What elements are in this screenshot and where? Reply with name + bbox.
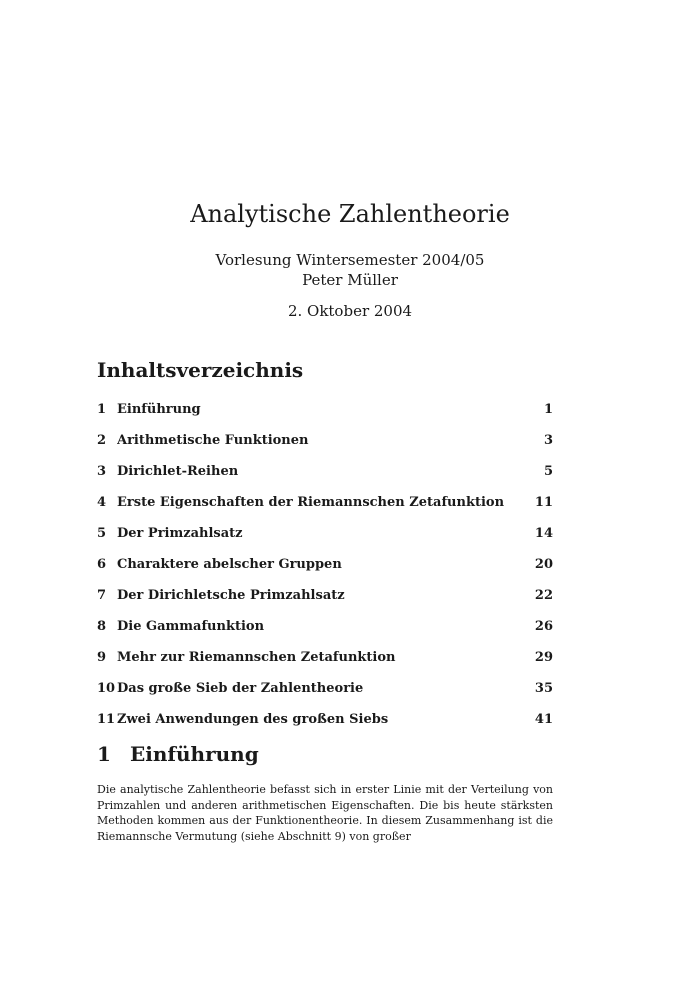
toc-entry-page: 41 xyxy=(534,712,553,727)
section-title: Einführung xyxy=(130,742,259,766)
section-body-text: Die analytische Zahlentheorie befasst sich in erster Linie mit der Verteilung von Primzahlen und anderen arithmetischen Eigenschaften. Die bis heute stärksten Methoden kommen aus der Funktionentheorie. In diesem Zusammenhang ist die Riemannsche Vermutung (siehe Abschnitt 9) von großer xyxy=(97,783,553,843)
toc-entry-number: 10 xyxy=(97,681,116,696)
toc-entry-page: 20 xyxy=(534,557,553,572)
lecture-info: Vorlesung Wintersemester 2004/05 xyxy=(215,251,485,269)
toc-entry-title: Der Dirichletsche Primzahlsatz xyxy=(117,588,345,603)
toc-entry-title: Einführung xyxy=(117,402,201,417)
toc-entry[interactable] xyxy=(97,704,553,735)
toc-entry-number: 2 xyxy=(97,433,107,448)
toc-entry-page: 5 xyxy=(543,464,553,479)
toc-entry-page: 29 xyxy=(534,650,553,665)
toc-entry-title: Mehr zur Riemannschen Zetafunktion xyxy=(117,650,396,665)
toc-entry-title: Das große Sieb der Zahlentheorie xyxy=(117,681,364,696)
toc-entry-number: 4 xyxy=(97,495,107,510)
toc-entry[interactable] xyxy=(97,549,553,580)
toc-entry-title: Der Primzahlsatz xyxy=(117,526,243,541)
toc-entry-number: 11 xyxy=(97,712,116,727)
toc-entry-number: 6 xyxy=(97,557,107,572)
toc-entry[interactable] xyxy=(97,518,553,549)
toc-entry[interactable] xyxy=(97,487,553,518)
author-name: Peter Müller xyxy=(302,271,398,289)
toc-entry-title: Charaktere abelscher Gruppen xyxy=(117,557,342,572)
section-number: 1 xyxy=(97,742,111,766)
toc-entry-title: Dirichlet-Reihen xyxy=(117,464,239,479)
toc-entry-title: Zwei Anwendungen des großen Siebs xyxy=(117,712,389,727)
toc-entry[interactable] xyxy=(97,580,553,611)
toc-entry-number: 7 xyxy=(97,588,107,603)
toc-entry[interactable] xyxy=(97,456,553,487)
toc-entry-page: 35 xyxy=(534,681,553,696)
toc-entry[interactable] xyxy=(97,425,553,456)
toc-entry-page: 11 xyxy=(534,495,553,510)
toc-entry-page: 3 xyxy=(543,433,553,448)
toc-entry-title: Erste Eigenschaften der Riemannschen Zetafunktion xyxy=(117,495,505,510)
toc-entry-number: 9 xyxy=(97,650,107,665)
toc-entry[interactable] xyxy=(97,673,553,704)
toc-entry[interactable] xyxy=(97,394,553,425)
toc-entry-number: 3 xyxy=(97,464,107,479)
toc-entry-number: 8 xyxy=(97,619,107,634)
toc-entry-number: 5 xyxy=(97,526,107,541)
toc-heading: Inhaltsverzeichnis xyxy=(97,358,304,382)
document-subtitle xyxy=(0,250,700,290)
toc-entry-number: 1 xyxy=(97,402,107,417)
toc-entry[interactable] xyxy=(97,611,553,642)
document-title: Analytische Zahlentheorie xyxy=(190,200,510,228)
toc-entry-page: 22 xyxy=(534,588,553,603)
toc-entry-title: Arithmetische Funktionen xyxy=(117,433,309,448)
toc-entry-page: 1 xyxy=(543,402,553,417)
toc-entry[interactable] xyxy=(97,642,553,673)
toc-entry-title: Die Gammafunktion xyxy=(117,619,265,634)
toc-entry-page: 26 xyxy=(534,619,553,634)
section-heading xyxy=(97,742,259,766)
toc-entry-page: 14 xyxy=(534,526,553,541)
document-date: 2. Oktober 2004 xyxy=(287,302,413,320)
table-of-contents xyxy=(97,394,553,735)
